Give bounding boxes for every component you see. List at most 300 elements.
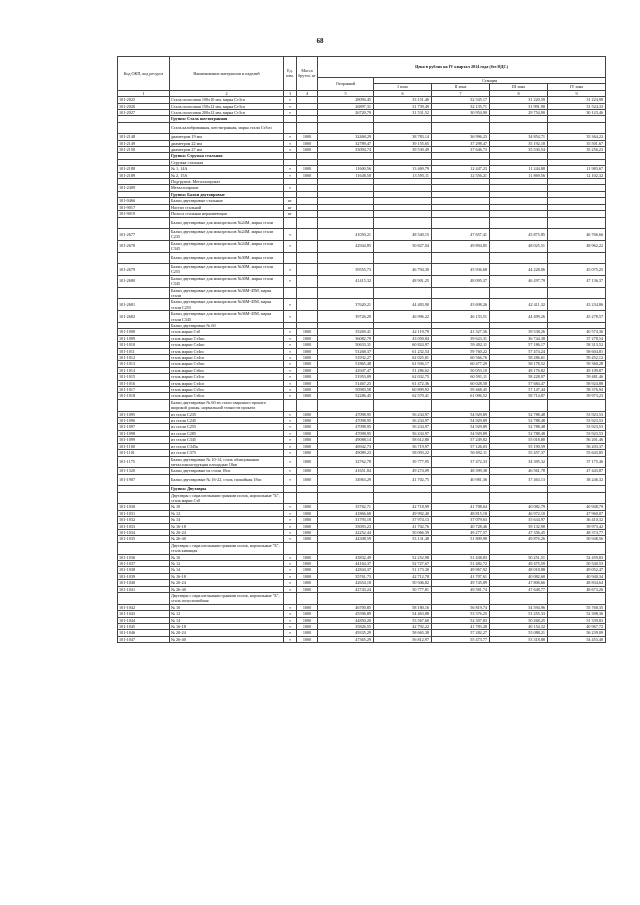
price-cell: 39555,73 xyxy=(318,263,374,275)
unit: т xyxy=(284,468,297,474)
mass xyxy=(297,252,318,263)
price-cell: 11648,50 xyxy=(318,172,374,178)
resource-name: из стали С375 xyxy=(170,450,284,456)
resource-code xyxy=(118,593,170,605)
resource-name: № 14 xyxy=(170,567,284,573)
page-number: 68 xyxy=(316,37,324,45)
table-row xyxy=(118,287,606,299)
price-cell: 46 133,51 xyxy=(432,311,490,323)
resource-code: 101-2188 xyxy=(118,166,170,172)
resource-name: из стали С345 xyxy=(170,437,284,443)
unit: т xyxy=(284,103,297,109)
unit: т xyxy=(284,342,297,348)
price-cell: 45 875,85 xyxy=(490,228,548,240)
price-cell: 58 180,16 xyxy=(374,604,432,610)
table-row xyxy=(118,329,606,335)
price-cell: 11 983,67 xyxy=(548,166,606,172)
price-cell: 36 410,32 xyxy=(548,517,606,523)
price-cell: 40 574,36 xyxy=(548,329,606,335)
price-cell: 57 126,03 xyxy=(432,443,490,449)
table-header xyxy=(118,57,606,97)
resource-code xyxy=(118,399,170,411)
table-row xyxy=(118,468,606,474)
price-cell: 49089,23 xyxy=(318,450,374,456)
price-cell: 46 297,79 xyxy=(490,275,548,287)
unit: т xyxy=(284,380,297,386)
mass: 1000 xyxy=(297,418,318,424)
resource-code: 101-1037 xyxy=(118,561,170,567)
price-cell: 47 657,41 xyxy=(432,228,490,240)
resource-code: 101-1015 xyxy=(118,374,170,380)
header-code: Код ОКП, код ресурса xyxy=(118,57,170,91)
price-cell: 41 327,36 xyxy=(432,329,490,335)
price-cell xyxy=(374,217,432,228)
resource-name: Балки двутавровые № 10-14, сталь облицованная металлоконструкция площадью 18кв xyxy=(170,456,284,468)
unit: т xyxy=(284,456,297,468)
price-cell: 43 698,26 xyxy=(432,299,490,311)
unit: т xyxy=(284,311,297,323)
price-cell: 40 082,60 xyxy=(490,573,548,579)
price-cell: 60 477,29 xyxy=(432,361,490,367)
mass: 1000 xyxy=(297,361,318,367)
resource-code: 101-1095 xyxy=(118,411,170,417)
unit: т xyxy=(284,624,297,630)
resource-code: 101-1045 xyxy=(118,624,170,630)
resource-code: 101-2189 xyxy=(118,172,170,178)
resource-name: из стали С245 xyxy=(170,418,284,424)
unit: т xyxy=(284,329,297,335)
resource-code: 101-2149 xyxy=(118,140,170,146)
resource-code: 101-1034 xyxy=(118,529,170,535)
resource-code xyxy=(118,217,170,228)
price-cell xyxy=(432,122,490,133)
unit: т xyxy=(284,367,297,373)
price-cell: 50 948,56 xyxy=(548,536,606,542)
price-cell: 54 453,48 xyxy=(548,636,606,642)
table-row xyxy=(118,134,606,140)
resource-code: 101-2025 xyxy=(118,97,170,103)
unit: т xyxy=(284,393,297,399)
unit xyxy=(284,542,297,554)
resource-code: 101-2682 xyxy=(118,311,170,323)
price-cell: 48 095,37 xyxy=(432,275,490,287)
price-cell: 59 402,11 xyxy=(432,342,490,348)
unit: кг xyxy=(284,211,297,217)
price-cell: 41050,21 xyxy=(318,228,374,240)
resource-code: 101-9017 xyxy=(118,204,170,210)
resource-code xyxy=(118,122,170,133)
resource-name: Балки двутавровые для монорельсов №36М-45М, марка стали С345 xyxy=(170,311,284,323)
resource-name: № 20-24 xyxy=(170,580,284,586)
price-cell: 42654,18 xyxy=(318,580,374,586)
price-cell: 57 282,27 xyxy=(432,630,490,636)
price-cell: 49 876,26 xyxy=(490,536,548,542)
price-cell: 59 452,12 xyxy=(548,355,606,361)
resource-name: Сталь полосовая 150х12 мм, марка Ст3сп xyxy=(170,103,284,109)
resource-code: 101-1040 xyxy=(118,580,170,586)
price-cell: 41866,68 xyxy=(318,510,374,516)
mass: 1000 xyxy=(297,630,318,636)
price-cell: 51932,27 xyxy=(318,355,374,361)
price-cell: 26720,79 xyxy=(318,110,374,116)
price-cell: 13 595,11 xyxy=(374,172,432,178)
price-cell: 30 954,90 xyxy=(432,110,490,116)
resource-name: № 16-18 xyxy=(170,573,284,579)
unit: т xyxy=(284,604,297,610)
unit: т xyxy=(284,617,297,623)
price-cell: 42944,85 xyxy=(318,240,374,252)
price-cell xyxy=(432,287,490,299)
table-row xyxy=(118,228,606,240)
mass: 1000 xyxy=(297,393,318,399)
resource-name: Балки двутавровые № 60 из стали свариного проката широкой длины, нормальной точности проката xyxy=(170,399,284,411)
price-cell: 57 186,17 xyxy=(490,342,548,348)
table-row xyxy=(118,275,606,287)
price-cell: 56 234,97 xyxy=(374,424,432,430)
resource-name: № 26-40 xyxy=(170,636,284,642)
price-cell: 41 702,75 xyxy=(374,474,432,485)
unit: т xyxy=(284,536,297,542)
price-cell xyxy=(548,492,606,504)
resource-code: 101-1041 xyxy=(118,586,170,592)
resource-code xyxy=(118,252,170,263)
price-cell: 55 088,21 xyxy=(490,630,548,636)
resource-name: сталь марки Ст4сп xyxy=(170,380,284,386)
price-cell: 33094,74 xyxy=(318,147,374,153)
resource-name: Балки двутавровые для монорельсов №36М-45М, марка стали С255 xyxy=(170,299,284,311)
price-cell: 48 673,26 xyxy=(548,586,606,592)
price-cell: 54 929,89 xyxy=(432,424,490,430)
resource-code: 101-1016 xyxy=(118,380,170,386)
header-name: Наименование материалов и изделий xyxy=(170,57,284,91)
price-cell: 54 463,88 xyxy=(374,611,432,617)
resource-name: № 26-40 xyxy=(170,586,284,592)
price-cell: 40 940,34 xyxy=(548,573,606,579)
price-cell: 53 131,48 xyxy=(374,536,432,542)
unit: т xyxy=(284,335,297,341)
table-row xyxy=(118,411,606,417)
mass: 1000 xyxy=(297,573,318,579)
resource-name: сталь марки Ст4пс xyxy=(170,348,284,354)
mass: 1000 xyxy=(297,380,318,386)
price-cell: 62 025,81 xyxy=(374,355,432,361)
mass: 1000 xyxy=(297,636,318,642)
header-mass: Масса брутто, кг xyxy=(297,57,318,91)
unit: кг xyxy=(284,198,297,204)
resource-name: сталь марки Ст6пс xyxy=(170,367,284,373)
price-cell: 52 788,48 xyxy=(490,411,548,417)
price-cell xyxy=(318,492,374,504)
price-cell: 39 623,31 xyxy=(432,335,490,341)
resource-name: диаметром 27 мм xyxy=(170,147,284,153)
mass: 1000 xyxy=(297,374,318,380)
resource-name: сталь марки Ст0 xyxy=(170,329,284,335)
mass: 1000 xyxy=(297,335,318,341)
price-cell: 41 707,61 xyxy=(432,573,490,579)
price-cell: 58 093,22 xyxy=(374,450,432,456)
mass: 1000 xyxy=(297,510,318,516)
price-cell: 50 540,53 xyxy=(548,561,606,567)
resource-name: Балки двутавровые для монорельсов №30М, марка стали С255 xyxy=(170,263,284,275)
price-cell: 62 032,75 xyxy=(374,374,432,380)
price-cell: 39 777,95 xyxy=(374,456,432,468)
price-cell: 49335,29 xyxy=(318,630,374,636)
price-cell: 56 239,09 xyxy=(548,630,606,636)
resource-code: 101-1039 xyxy=(118,573,170,579)
price-cell xyxy=(374,542,432,554)
resource-code: 101-1033 xyxy=(118,523,170,529)
unit: т xyxy=(284,348,297,354)
mass: 1000 xyxy=(297,367,318,373)
price-cell: 51 255,33 xyxy=(490,611,548,617)
price-cell: 46 766,66 xyxy=(548,228,606,240)
price-cell: 51865,48 xyxy=(318,361,374,367)
price-cell: 57 147,44 xyxy=(490,387,548,393)
table-row xyxy=(118,456,606,468)
price-cell: 49 745,89 xyxy=(432,580,490,586)
unit: т xyxy=(284,523,297,529)
resource-name: Балки двутавровые для монорельсов №36М-45М, марка стали xyxy=(170,287,284,299)
price-cell: 61 232,54 xyxy=(374,348,432,354)
price-cell: 41 708,64 xyxy=(432,504,490,510)
price-cell: 52 398,36 xyxy=(548,611,606,617)
price-cell: 31 220,59 xyxy=(490,97,548,103)
mass: 1000 xyxy=(297,517,318,523)
price-cell: 46 561,78 xyxy=(490,468,548,474)
header-unit: Ед. изм. xyxy=(284,57,297,91)
header-zone: III зона xyxy=(490,84,548,90)
mass xyxy=(297,492,318,504)
table-row xyxy=(118,252,606,263)
unit: т xyxy=(284,134,297,140)
price-cell: 35 256,23 xyxy=(548,147,606,153)
price-cell: 37 079,63 xyxy=(432,517,490,523)
price-cell: 12 447,23 xyxy=(432,166,490,172)
price-cell: 59 481,46 xyxy=(548,374,606,380)
unit: т xyxy=(284,517,297,523)
header-column-number: 9 xyxy=(548,90,606,96)
price-cell: 41415,32 xyxy=(318,275,374,287)
price-cell: 50 777,81 xyxy=(374,586,432,592)
unit xyxy=(284,217,297,228)
price-cell: 42 718,99 xyxy=(374,504,432,510)
price-cell xyxy=(374,593,432,605)
price-cell: 57 249,82 xyxy=(432,437,490,443)
mass: 1000 xyxy=(297,342,318,348)
unit: т xyxy=(284,430,297,436)
price-cell: 47098,95 xyxy=(318,418,374,424)
unit: т xyxy=(284,474,297,485)
mass xyxy=(297,263,318,275)
price-cell: 28094,45 xyxy=(318,97,374,103)
price-cell: 49 581,74 xyxy=(432,586,490,592)
resource-name: Стружка стальная xyxy=(170,159,284,165)
resource-code: 101-1047 xyxy=(118,636,170,642)
unit: т xyxy=(284,510,297,516)
price-cell: 59 760,22 xyxy=(432,348,490,354)
price-cell: 41651,84 xyxy=(318,468,374,474)
unit: т xyxy=(284,586,297,592)
price-cell: 50 053,10 xyxy=(432,367,490,373)
table-row xyxy=(118,387,606,393)
mass: 1000 xyxy=(297,430,318,436)
price-cell xyxy=(318,542,374,554)
resource-code: 101-1036 xyxy=(118,554,170,560)
price-cell: 44 228,06 xyxy=(490,263,548,275)
price-cell: 55 643,85 xyxy=(548,450,606,456)
price-cell: 35762,71 xyxy=(318,504,374,510)
price-cell: 39 530,49 xyxy=(374,147,432,153)
unit: т xyxy=(284,140,297,146)
header-price-title: Цена в рублях на IV квартал 2014 года (без НДС) xyxy=(318,57,606,78)
price-cell: 53 923,53 xyxy=(548,424,606,430)
price-cell: 57 474,24 xyxy=(490,348,548,354)
table-row xyxy=(118,299,606,311)
unit xyxy=(284,399,297,411)
resource-name: № 12 xyxy=(170,561,284,567)
price-cell: 44164,37 xyxy=(318,561,374,567)
price-cell: 31 524,33 xyxy=(548,103,606,109)
resource-name: № 26-40 xyxy=(170,536,284,542)
resource-code: 101-2150 xyxy=(118,147,170,153)
price-cell: 35 530,54 xyxy=(490,147,548,153)
price-cell xyxy=(490,122,548,133)
resource-name: № 12 xyxy=(170,611,284,617)
price-cell: 32762,78 xyxy=(318,456,374,468)
price-cell: 37 175,46 xyxy=(548,456,606,468)
price-cell: 44 499,26 xyxy=(490,311,548,323)
price-cell: 59 468,45 xyxy=(432,387,490,393)
price-cell: 53 567,60 xyxy=(374,617,432,623)
unit: т xyxy=(284,636,297,642)
header-column-number: 2 xyxy=(170,90,284,96)
table-body xyxy=(118,97,606,643)
price-cell: 53 923,53 xyxy=(548,430,606,436)
price-cell: 52 788,48 xyxy=(490,430,548,436)
resource-code: 101-1017 xyxy=(118,387,170,393)
price-cell: 58 228,97 xyxy=(490,374,548,380)
price-cell: 54 594,96 xyxy=(490,604,548,610)
price-cell: 50 066,39 xyxy=(374,529,432,535)
price-cell: 41 783,28 xyxy=(432,624,490,630)
price-cell: 37 463,13 xyxy=(490,474,548,485)
unit: т xyxy=(284,228,297,240)
price-cell: 47 443,87 xyxy=(548,468,606,474)
table-row xyxy=(118,147,606,153)
price-cell: 61 096,52 xyxy=(432,393,490,399)
resource-code: 101-1096 xyxy=(118,418,170,424)
resource-code: 101-1101 xyxy=(118,450,170,456)
price-cell: 31793,18 xyxy=(318,517,374,523)
price-cell: 53 923,53 xyxy=(548,411,606,417)
price-cell: 49 277,57 xyxy=(432,529,490,535)
price-cell: 49 274,09 xyxy=(374,468,432,474)
price-cell: 56 692,11 xyxy=(432,450,490,456)
price-cell: 58 714,87 xyxy=(490,393,548,399)
price-cell: 51268,37 xyxy=(318,348,374,354)
price-cell: 39 538,26 xyxy=(490,329,548,335)
price-cell: 45 936,68 xyxy=(432,263,490,275)
mass xyxy=(297,240,318,252)
resource-code: 101-2680 xyxy=(118,275,170,287)
price-cell: 46700,85 xyxy=(318,604,374,610)
price-cell xyxy=(548,287,606,299)
table-row xyxy=(118,240,606,252)
price-cell: 35093,23 xyxy=(318,523,374,529)
unit: т xyxy=(284,355,297,361)
resource-name: Сталь полосовая 200х12 мм, марка Ст3сп xyxy=(170,110,284,116)
unit: т xyxy=(284,147,297,153)
mass: 1000 xyxy=(297,468,318,474)
price-cell: 37 974,13 xyxy=(374,517,432,523)
price-cell: 38 783,14 xyxy=(374,134,432,140)
price-cell: 42252,44 xyxy=(318,529,374,535)
resource-code: 101-2679 xyxy=(118,263,170,275)
resource-code: 101-1320 xyxy=(118,468,170,474)
mass: 1000 xyxy=(297,411,318,417)
price-cell: 13 469,79 xyxy=(374,166,432,172)
unit xyxy=(284,492,297,504)
resource-name: Сталь калиброванная, шестигранная, марка стали Ст3сп xyxy=(170,122,284,133)
price-cell: 60 566,76 xyxy=(432,355,490,361)
price-cell: 60 591,11 xyxy=(432,374,490,380)
price-cell: 47 136,37 xyxy=(548,275,606,287)
price-cell: 61 936,17 xyxy=(374,361,432,367)
table-row xyxy=(118,380,606,386)
mass: 1000 xyxy=(297,611,318,617)
resource-code xyxy=(118,542,170,554)
mass: 1000 xyxy=(297,536,318,542)
resource-name: Двутавры с параллельными гранями полок, нормальные "Б", сталь полуспокойная xyxy=(170,593,284,605)
price-cell: 46942,73 xyxy=(318,443,374,449)
header-station: Станция xyxy=(374,78,606,84)
unit: т xyxy=(284,299,297,311)
mass: 1000 xyxy=(297,561,318,567)
price-cell: 56 234,97 xyxy=(374,411,432,417)
price-cell: 43832,49 xyxy=(318,554,374,560)
price-table xyxy=(117,56,606,643)
table-row xyxy=(118,103,606,109)
price-cell: 11600,56 xyxy=(318,166,374,172)
table-row xyxy=(118,361,606,367)
mass: 1000 xyxy=(297,554,318,560)
mass: 1000 xyxy=(297,456,318,468)
resource-code: 101-9019 xyxy=(118,211,170,217)
resource-name: № 14 xyxy=(170,617,284,623)
price-cell: 43 050,84 xyxy=(374,335,432,341)
table-row xyxy=(118,424,606,430)
header-column-number: 6 xyxy=(374,90,432,96)
resource-code: 101-1044 xyxy=(118,617,170,623)
mass xyxy=(297,275,318,287)
price-cell: 40 967,72 xyxy=(548,624,606,630)
mass: 1000 xyxy=(297,355,318,361)
price-cell: 53 318,88 xyxy=(490,636,548,642)
unit: т xyxy=(284,580,297,586)
header-zone: II зона xyxy=(432,84,490,90)
resource-name: Двутавры с параллельными гранями полок, нормальные "Б", сталь кипящая xyxy=(170,542,284,554)
price-cell xyxy=(374,122,432,133)
mass xyxy=(297,287,318,299)
price-cell: 53 923,53 xyxy=(548,418,606,424)
resource-code: 101-1046 xyxy=(118,630,170,636)
resource-name: № 14 xyxy=(170,517,284,523)
price-cell: 46 794,30 xyxy=(374,263,432,275)
mass: 1000 xyxy=(297,604,318,610)
unit: т xyxy=(284,504,297,510)
price-cell: 46 972,10 xyxy=(490,510,548,516)
unit: т xyxy=(284,374,297,380)
